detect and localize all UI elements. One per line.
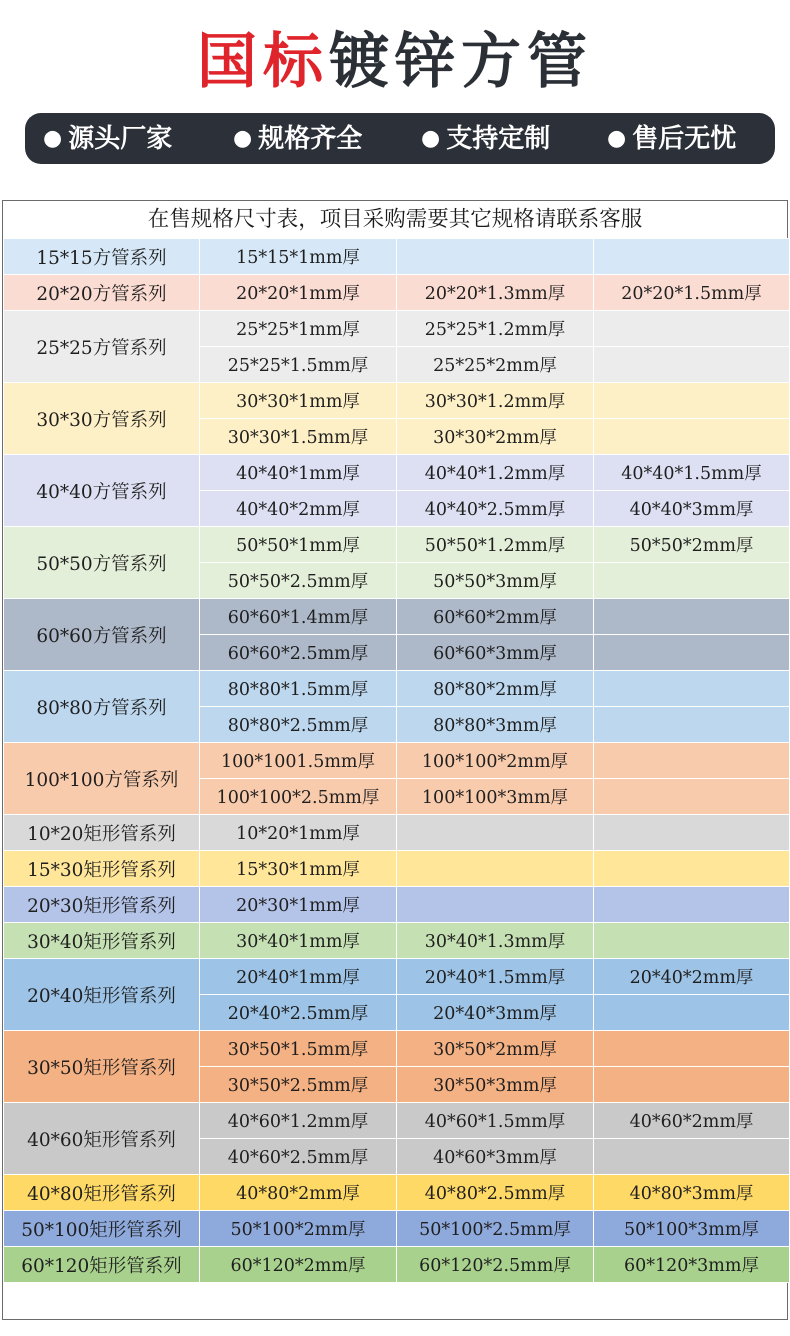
spec-cell: 30*40*1.3mm厚 <box>397 923 594 959</box>
spec-cell: 60*120*2.5mm厚 <box>397 1247 594 1283</box>
table-row <box>4 1211 790 1247</box>
spec-cell <box>594 887 790 923</box>
spec-cell: 40*80*2.5mm厚 <box>397 1175 594 1211</box>
series-name-cell: 20*20方管系列 <box>4 275 200 311</box>
spec-cell: 20*30*1mm厚 <box>200 887 397 923</box>
spec-cell: 40*60*3mm厚 <box>397 1139 594 1175</box>
spec-cell: 30*50*2.5mm厚 <box>200 1067 397 1103</box>
spec-cell <box>594 851 790 887</box>
spec-grid <box>3 238 790 1283</box>
spec-cell: 30*30*2mm厚 <box>397 419 594 455</box>
spec-cell <box>594 239 790 275</box>
title-highlight: 国标 <box>197 27 329 97</box>
feature-banner <box>25 113 775 164</box>
table-row <box>4 671 790 707</box>
series-name-cell: 40*40方管系列 <box>4 455 200 527</box>
series-name-cell: 60*60方管系列 <box>4 599 200 671</box>
bullet-icon: ● <box>233 126 253 151</box>
spec-table <box>2 200 788 1320</box>
page-title <box>0 22 790 102</box>
series-name-cell: 80*80方管系列 <box>4 671 200 743</box>
spec-cell: 60*120*2mm厚 <box>200 1247 397 1283</box>
spec-cell <box>594 671 790 707</box>
table-row <box>4 1175 790 1211</box>
spec-cell <box>594 995 790 1031</box>
spec-cell: 20*20*1.3mm厚 <box>397 275 594 311</box>
spec-cell: 100*100*2.5mm厚 <box>200 779 397 815</box>
spec-cell: 30*50*3mm厚 <box>397 1067 594 1103</box>
spec-cell: 15*30*1mm厚 <box>200 851 397 887</box>
spec-cell <box>594 599 790 635</box>
feature-item: ● 售后无忧 <box>607 124 737 154</box>
series-name-cell: 30*50矩形管系列 <box>4 1031 200 1103</box>
spec-cell: 25*25*2mm厚 <box>397 347 594 383</box>
table-row <box>4 815 790 851</box>
spec-cell: 40*60*1.5mm厚 <box>397 1103 594 1139</box>
spec-cell: 20*40*2.5mm厚 <box>200 995 397 1031</box>
series-name-cell: 50*50方管系列 <box>4 527 200 599</box>
spec-cell: 30*30*1mm厚 <box>200 383 397 419</box>
series-name-cell: 10*20矩形管系列 <box>4 815 200 851</box>
spec-cell <box>594 779 790 815</box>
spec-cell: 20*40*1mm厚 <box>200 959 397 995</box>
bullet-icon: ● <box>607 126 627 151</box>
spec-cell: 60*60*3mm厚 <box>397 635 594 671</box>
spec-cell: 40*60*2.5mm厚 <box>200 1139 397 1175</box>
spec-cell: 100*100*3mm厚 <box>397 779 594 815</box>
spec-cell: 100*1001.5mm厚 <box>200 743 397 779</box>
spec-cell: 30*30*1.2mm厚 <box>397 383 594 419</box>
spec-cell: 30*50*2mm厚 <box>397 1031 594 1067</box>
spec-cell <box>397 887 594 923</box>
spec-cell: 20*40*2mm厚 <box>594 959 790 995</box>
spec-cell: 40*80*2mm厚 <box>200 1175 397 1211</box>
series-name-cell: 25*25方管系列 <box>4 311 200 383</box>
spec-cell: 60*60*1.4mm厚 <box>200 599 397 635</box>
spec-cell <box>594 635 790 671</box>
spec-cell <box>594 563 790 599</box>
spec-cell: 20*40*1.5mm厚 <box>397 959 594 995</box>
spec-cell: 50*50*1mm厚 <box>200 527 397 563</box>
series-name-cell: 100*100方管系列 <box>4 743 200 815</box>
table-row <box>4 959 790 995</box>
spec-cell: 40*40*1mm厚 <box>200 455 397 491</box>
spec-cell: 50*100*3mm厚 <box>594 1211 790 1247</box>
spec-cell: 60*120*3mm厚 <box>594 1247 790 1283</box>
series-name-cell: 30*30方管系列 <box>4 383 200 455</box>
table-row <box>4 1031 790 1067</box>
spec-cell: 40*60*2mm厚 <box>594 1103 790 1139</box>
spec-cell: 25*25*1.2mm厚 <box>397 311 594 347</box>
spec-cell: 40*40*1.2mm厚 <box>397 455 594 491</box>
spec-cell <box>594 1139 790 1175</box>
title-main: 镀锌方管 <box>329 27 593 97</box>
spec-cell: 25*25*1.5mm厚 <box>200 347 397 383</box>
spec-cell <box>397 815 594 851</box>
spec-cell <box>594 707 790 743</box>
table-row <box>4 851 790 887</box>
table-row <box>4 311 790 347</box>
table-row <box>4 923 790 959</box>
spec-cell <box>594 311 790 347</box>
series-name-cell: 30*40矩形管系列 <box>4 923 200 959</box>
spec-cell: 80*80*2mm厚 <box>397 671 594 707</box>
spec-cell: 50*50*1.2mm厚 <box>397 527 594 563</box>
series-name-cell: 20*40矩形管系列 <box>4 959 200 1031</box>
spec-cell: 80*80*1.5mm厚 <box>200 671 397 707</box>
series-name-cell: 20*30矩形管系列 <box>4 887 200 923</box>
spec-cell: 40*40*2mm厚 <box>200 491 397 527</box>
spec-cell: 40*40*2.5mm厚 <box>397 491 594 527</box>
spec-cell: 40*80*3mm厚 <box>594 1175 790 1211</box>
spec-cell <box>594 1031 790 1067</box>
spec-cell: 50*100*2mm厚 <box>200 1211 397 1247</box>
spec-cell <box>594 383 790 419</box>
spec-cell <box>594 743 790 779</box>
spec-cell <box>594 419 790 455</box>
table-row <box>4 599 790 635</box>
feature-item: ● 源头厂家 <box>43 124 173 154</box>
table-row <box>4 275 790 311</box>
spec-cell <box>594 347 790 383</box>
spec-cell: 30*50*1.5mm厚 <box>200 1031 397 1067</box>
series-name-cell: 50*100矩形管系列 <box>4 1211 200 1247</box>
feature-item: ● 规格齐全 <box>233 124 363 154</box>
spec-cell <box>397 851 594 887</box>
spec-cell: 25*25*1mm厚 <box>200 311 397 347</box>
table-row <box>4 887 790 923</box>
spec-cell <box>397 239 594 275</box>
spec-cell: 40*40*3mm厚 <box>594 491 790 527</box>
feature-item: ● 支持定制 <box>421 124 551 154</box>
spec-cell: 40*40*1.5mm厚 <box>594 455 790 491</box>
spec-cell: 20*20*1mm厚 <box>200 275 397 311</box>
series-name-cell: 40*60矩形管系列 <box>4 1103 200 1175</box>
bullet-icon: ● <box>421 126 441 151</box>
series-name-cell: 60*120矩形管系列 <box>4 1247 200 1283</box>
spec-cell: 60*60*2mm厚 <box>397 599 594 635</box>
table-caption: 在售规格尺寸表，项目采购需要其它规格请联系客服 <box>147 207 643 232</box>
spec-cell: 80*80*3mm厚 <box>397 707 594 743</box>
spec-cell: 80*80*2.5mm厚 <box>200 707 397 743</box>
table-row <box>4 527 790 563</box>
spec-cell: 50*50*2mm厚 <box>594 527 790 563</box>
spec-cell: 100*100*2mm厚 <box>397 743 594 779</box>
spec-cell: 50*50*2.5mm厚 <box>200 563 397 599</box>
table-row <box>4 383 790 419</box>
bullet-icon: ● <box>43 126 63 151</box>
spec-cell: 40*60*1.2mm厚 <box>200 1103 397 1139</box>
series-name-cell: 15*15方管系列 <box>4 239 200 275</box>
spec-cell: 30*40*1mm厚 <box>200 923 397 959</box>
spec-cell <box>594 1067 790 1103</box>
series-name-cell: 40*80矩形管系列 <box>4 1175 200 1211</box>
table-row <box>4 239 790 275</box>
spec-cell: 20*20*1.5mm厚 <box>594 275 790 311</box>
spec-cell: 50*50*3mm厚 <box>397 563 594 599</box>
table-row <box>4 1247 790 1283</box>
spec-cell: 60*60*2.5mm厚 <box>200 635 397 671</box>
table-row <box>4 455 790 491</box>
spec-cell: 50*100*2.5mm厚 <box>397 1211 594 1247</box>
series-name-cell: 15*30矩形管系列 <box>4 851 200 887</box>
spec-cell: 30*30*1.5mm厚 <box>200 419 397 455</box>
spec-cell: 15*15*1mm厚 <box>200 239 397 275</box>
spec-cell <box>594 815 790 851</box>
table-row <box>4 743 790 779</box>
spec-cell: 10*20*1mm厚 <box>200 815 397 851</box>
table-row <box>4 1103 790 1139</box>
spec-cell <box>594 923 790 959</box>
spec-cell: 20*40*3mm厚 <box>397 995 594 1031</box>
